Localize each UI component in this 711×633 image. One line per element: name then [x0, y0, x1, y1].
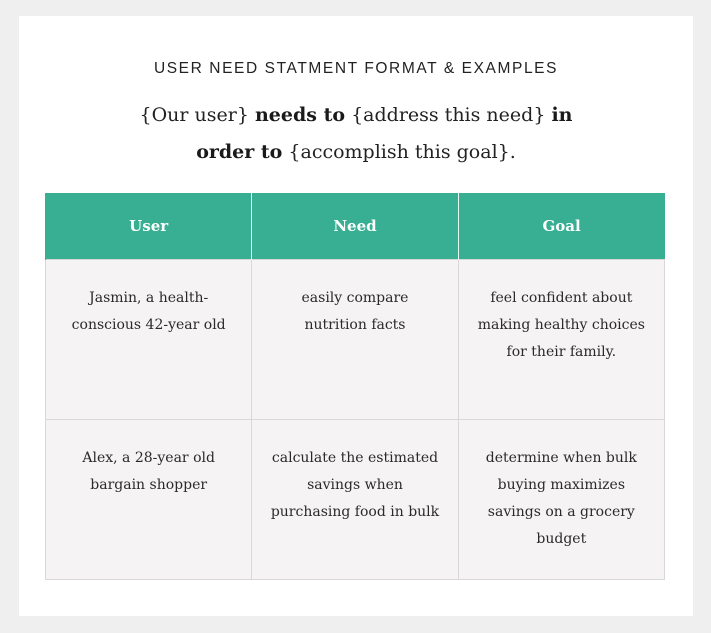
table-cell-goal: feel confident about making healthy choices for their family.: [458, 260, 664, 420]
column-header-goal: Goal: [458, 193, 664, 260]
formula-goal: {accomplish this goal}.: [288, 141, 516, 163]
card: [19, 16, 693, 616]
formula-need: {address this need}: [351, 104, 546, 126]
table-cell-need: easily compare nutrition facts: [252, 260, 458, 420]
table-row: [46, 260, 665, 420]
table-row: [46, 420, 665, 580]
formula-in: in: [551, 104, 573, 126]
table-cell-user: Alex, a 28-year old bargain shopper: [46, 420, 252, 580]
column-header-need: Need: [252, 193, 458, 260]
formula-order-to: order to: [196, 141, 283, 163]
table-cell-goal: determine when bulk buying maximizes savings on a grocery budget: [458, 420, 664, 580]
column-header-user: User: [46, 193, 252, 260]
formula-user: {Our user}: [139, 104, 249, 126]
table-cell-need: calculate the estimated savings when purchasing food in bulk: [252, 420, 458, 580]
table-cell-user: Jasmin, a health-conscious 42-year old: [46, 260, 252, 420]
statement-format: [116, 97, 596, 171]
section-heading: USER NEED STATMENT FORMAT & EXAMPLES: [153, 60, 559, 77]
formula-needs-to: needs to: [254, 104, 346, 126]
table-header-row: [46, 193, 665, 260]
examples-table: [45, 193, 665, 580]
